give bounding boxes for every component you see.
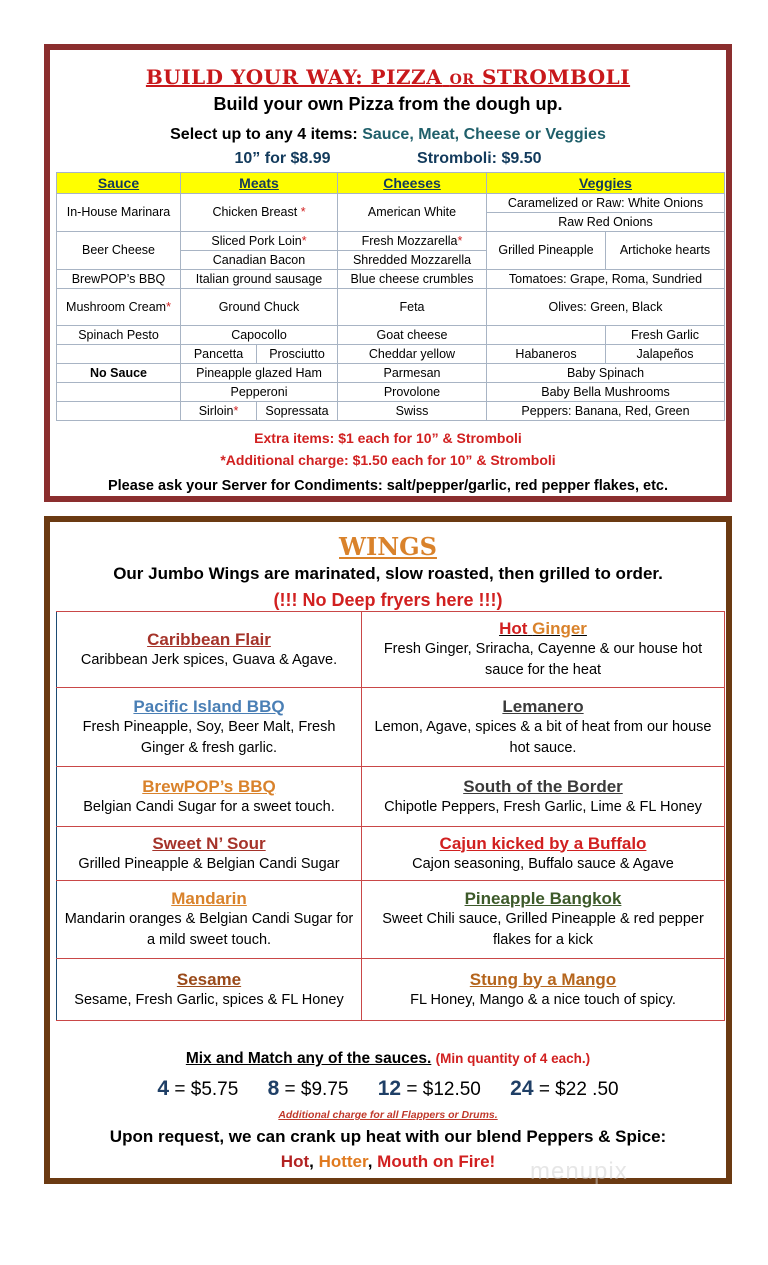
- flavor-desc: FL Honey, Mango & a nice touch of spicy.: [410, 991, 676, 1008]
- select-items: Sauce, Meat, Cheese or Veggies: [362, 126, 606, 143]
- cheese-shredded-mozz: Shredded Mozzarella: [338, 251, 487, 270]
- meat-chicken: [181, 194, 338, 232]
- star-mark: *: [457, 233, 463, 248]
- table-row: [57, 345, 725, 364]
- table-row: [57, 194, 725, 213]
- table-row: [57, 827, 725, 881]
- price-qty: 12: [377, 1077, 402, 1100]
- wings-subtitle: Our Jumbo Wings are marinated, slow roasted, then grilled to order.: [113, 564, 663, 583]
- veg-garlic: Fresh Garlic: [606, 326, 725, 345]
- flavor-cell: [57, 688, 362, 767]
- flavor-cell: [362, 612, 725, 688]
- flavor-desc: Grilled Pineapple & Belgian Candi Sugar: [78, 855, 340, 872]
- flavor-cell: [362, 827, 725, 881]
- veg-peppers: Peppers: Banana, Red, Green: [487, 402, 725, 421]
- flavor-name: Caribbean Flair: [147, 629, 271, 649]
- wing-pricing: [50, 1077, 726, 1101]
- flavor-cell: [362, 959, 725, 1021]
- price-amount: = $12.50: [406, 1079, 481, 1100]
- veg-habaneros: Habaneros: [487, 345, 606, 364]
- veg-olives: Olives: Green, Black: [487, 289, 725, 326]
- flavor-cell: [57, 612, 362, 688]
- cheese-feta: Feta: [338, 289, 487, 326]
- veg-empty: [487, 326, 606, 345]
- veg-onions-white: Caramelized or Raw: White Onions: [487, 194, 725, 213]
- heat-fire: Mouth on Fire!: [377, 1152, 496, 1171]
- table-row: [57, 767, 725, 827]
- veg-onions-red: Raw Red Onions: [487, 213, 725, 232]
- flavor-name: Lemanero: [502, 696, 584, 716]
- heat-hotter: Hotter: [318, 1152, 368, 1171]
- pizza-title-or: OR: [449, 72, 475, 88]
- header-meats: Meats: [181, 173, 338, 194]
- meat-pork: [181, 232, 338, 251]
- sauce-mushroom: [57, 289, 181, 326]
- meat-chicken-label: Chicken Breast: [212, 205, 298, 219]
- flavor-desc: Chipotle Peppers, Fresh Garlic, Lime & FL Honey: [384, 798, 702, 815]
- no-fryers-note: (!!! No Deep fryers here !!!): [273, 590, 503, 610]
- header-sauce: Sauce: [57, 173, 181, 194]
- veg-artichoke: Artichoke hearts: [606, 232, 725, 270]
- flavor-cell: [57, 827, 362, 881]
- meat-capocollo: Capocollo: [181, 326, 338, 345]
- cheese-swiss: Swiss: [338, 402, 487, 421]
- pizza-title-end: STROMBOLI: [481, 65, 631, 89]
- sauce-none: No Sauce: [57, 364, 181, 383]
- table-row: [57, 959, 725, 1021]
- table-row: [57, 881, 725, 959]
- price-amount: = $5.75: [174, 1079, 239, 1100]
- pizza-title-main: BUILD YOUR WAY: PIZZA: [145, 65, 443, 89]
- price-10-inch: 10” for $8.99: [234, 150, 331, 167]
- flavor-name: [366, 618, 720, 639]
- flappers-note: Additional charge for all Flappers or Drums.: [278, 1109, 498, 1121]
- flavor-desc: Belgian Candi Sugar for a sweet touch.: [83, 798, 335, 815]
- flavor-name: Sesame: [176, 969, 242, 989]
- heat-hot: Hot: [280, 1152, 310, 1171]
- price-amount: = $9.75: [284, 1079, 349, 1100]
- flavor-desc: Sweet Chili sauce, Grilled Pineapple & red pepper flakes for a kick: [382, 911, 704, 948]
- table-row: [57, 232, 725, 251]
- toppings-table: [56, 172, 725, 421]
- veg-pineapple: Grilled Pineapple: [487, 232, 606, 270]
- flavor-desc: Caribbean Jerk spices, Guava & Agave.: [80, 651, 338, 668]
- veg-mushrooms: Baby Bella Mushrooms: [487, 383, 725, 402]
- mix-text: Mix and Match any of the sauces.: [185, 1050, 432, 1067]
- wings-panel: [44, 516, 732, 1184]
- pizza-title: [50, 65, 726, 89]
- wings-flavor-table: [56, 611, 725, 1021]
- sauce-beer-cheese: Beer Cheese: [57, 232, 181, 270]
- price-item: [157, 1077, 238, 1101]
- flavor-name-part: Ginger: [532, 619, 587, 638]
- cheese-fresh-mozz-label: Fresh Mozzarella: [361, 233, 458, 248]
- meat-pork-label: Sliced Pork Loin: [211, 233, 302, 248]
- price-item: [268, 1077, 349, 1101]
- flavor-cell: [57, 959, 362, 1021]
- star-mark: *: [233, 403, 239, 418]
- price-qty: 4: [157, 1077, 170, 1100]
- sauce-empty: [57, 402, 181, 421]
- flavor-name: Cajun kicked by a Buffalo: [439, 833, 647, 853]
- pizza-prices: [50, 150, 726, 168]
- pizza-select-line: [50, 126, 726, 144]
- flavor-name: Sweet N’ Sour: [152, 833, 266, 853]
- flavor-name: Pineapple Bangkok: [464, 889, 622, 908]
- price-amount: = $22 .50: [538, 1079, 619, 1100]
- veg-jalapenos: Jalapeños: [606, 345, 725, 364]
- flavor-cell: [57, 767, 362, 827]
- table-row: [57, 289, 725, 326]
- flavor-name-part: Hot: [499, 619, 528, 638]
- star-mark: *: [300, 205, 306, 219]
- flavor-cell: [362, 767, 725, 827]
- pizza-subtitle: Build your own Pizza from the dough up.: [213, 94, 563, 114]
- extra-items-note: Extra items: $1 each for 10” & Stromboli: [254, 430, 522, 446]
- watermark: menupix: [530, 1158, 628, 1185]
- flavor-name: BrewPOP’s BBQ: [142, 776, 276, 796]
- flavor-cell: [362, 688, 725, 767]
- table-header-row: [57, 173, 725, 194]
- meat-pancetta: Pancetta: [181, 345, 257, 364]
- table-row: [57, 612, 725, 688]
- sauce-pesto: Spinach Pesto: [57, 326, 181, 345]
- sauce-brewpop-bbq: BrewPOP’s BBQ: [57, 270, 181, 289]
- flavor-desc: Sesame, Fresh Garlic, spices & FL Honey: [74, 991, 344, 1008]
- price-item: [510, 1077, 618, 1101]
- table-row: [57, 688, 725, 767]
- veg-tomatoes: Tomatoes: Grape, Roma, Sundried: [487, 270, 725, 289]
- flavor-desc: Cajon seasoning, Buffalo sauce & Agave: [412, 855, 674, 872]
- table-row: [57, 326, 725, 345]
- flavor-cell: [57, 881, 362, 959]
- select-prefix: Select up to any 4 items:: [170, 126, 358, 143]
- star-mark: *: [166, 299, 171, 314]
- veg-spinach: Baby Spinach: [487, 364, 725, 383]
- sauce-marinara: In-House Marinara: [57, 194, 181, 232]
- flavor-desc: Fresh Ginger, Sriracha, Cayenne & our house hot sauce for the heat: [383, 641, 703, 678]
- min-qty: (Min quantity of 4 each.): [435, 1051, 591, 1066]
- cheese-cheddar: Cheddar yellow: [338, 345, 487, 364]
- cheese-fresh-mozz: [338, 232, 487, 251]
- flavor-desc: Lemon, Agave, spices & a bit of heat from our house hot sauce.: [374, 718, 712, 756]
- price-item: [378, 1077, 481, 1101]
- cheese-goat: Goat cheese: [338, 326, 487, 345]
- table-row: [57, 364, 725, 383]
- sauce-empty: [57, 383, 181, 402]
- table-row: [57, 383, 725, 402]
- sauce-empty: [57, 345, 181, 364]
- price-qty: 24: [510, 1077, 534, 1100]
- price-qty: 8: [267, 1077, 280, 1100]
- cheese-american: American White: [338, 194, 487, 232]
- meat-sausage: Italian ground sausage: [181, 270, 338, 289]
- table-row: [57, 270, 725, 289]
- cheese-provolone: Provolone: [338, 383, 487, 402]
- flavor-name: Mandarin: [171, 889, 247, 908]
- meat-sirloin-label: Sirloin: [198, 403, 234, 418]
- meat-sopressata: Sopressata: [257, 402, 338, 421]
- cheese-blue: Blue cheese crumbles: [338, 270, 487, 289]
- header-cheeses: Cheeses: [338, 173, 487, 194]
- sauce-mushroom-label: Mushroom Cream: [66, 299, 167, 314]
- additional-charge-note: *Additional charge: $1.50 each for 10” & Stromboli: [220, 452, 556, 468]
- flavor-cell: [362, 881, 725, 959]
- heat-sep: ,: [367, 1152, 378, 1171]
- heat-sep: ,: [309, 1152, 319, 1171]
- heat-request-note: Upon request, we can crank up heat with our blend Peppers & Spice:: [109, 1127, 667, 1146]
- meat-chuck: Ground Chuck: [181, 289, 338, 326]
- condiments-note: Please ask your Server for Condiments: salt/pepper/garlic, red pepper flakes, etc.: [107, 478, 669, 494]
- price-stromboli: Stromboli: $9.50: [417, 150, 542, 167]
- table-row: [57, 402, 725, 421]
- meat-bacon: Canadian Bacon: [181, 251, 338, 270]
- flavor-name: South of the Border: [463, 776, 623, 796]
- flavor-desc: Fresh Pineapple, Soy, Beer Malt, Fresh Ginger & fresh garlic.: [82, 718, 336, 756]
- meat-prosciutto: Prosciutto: [257, 345, 338, 364]
- meat-ham: Pineapple glazed Ham: [181, 364, 338, 383]
- flavor-name: Stung by a Mango: [469, 969, 617, 989]
- header-veggies: Veggies: [487, 173, 725, 194]
- flavor-desc: Mandarin oranges & Belgian Candi Sugar for a mild sweet touch.: [64, 911, 354, 948]
- mix-and-match: [50, 1050, 726, 1068]
- flavor-name: Pacific Island BBQ: [133, 696, 285, 716]
- wings-title: WINGS: [339, 532, 437, 561]
- pizza-panel: [44, 44, 732, 502]
- meat-pepperoni: Pepperoni: [181, 383, 338, 402]
- meat-sirloin: [181, 402, 257, 421]
- cheese-parmesan: Parmesan: [338, 364, 487, 383]
- star-mark: *: [301, 233, 307, 248]
